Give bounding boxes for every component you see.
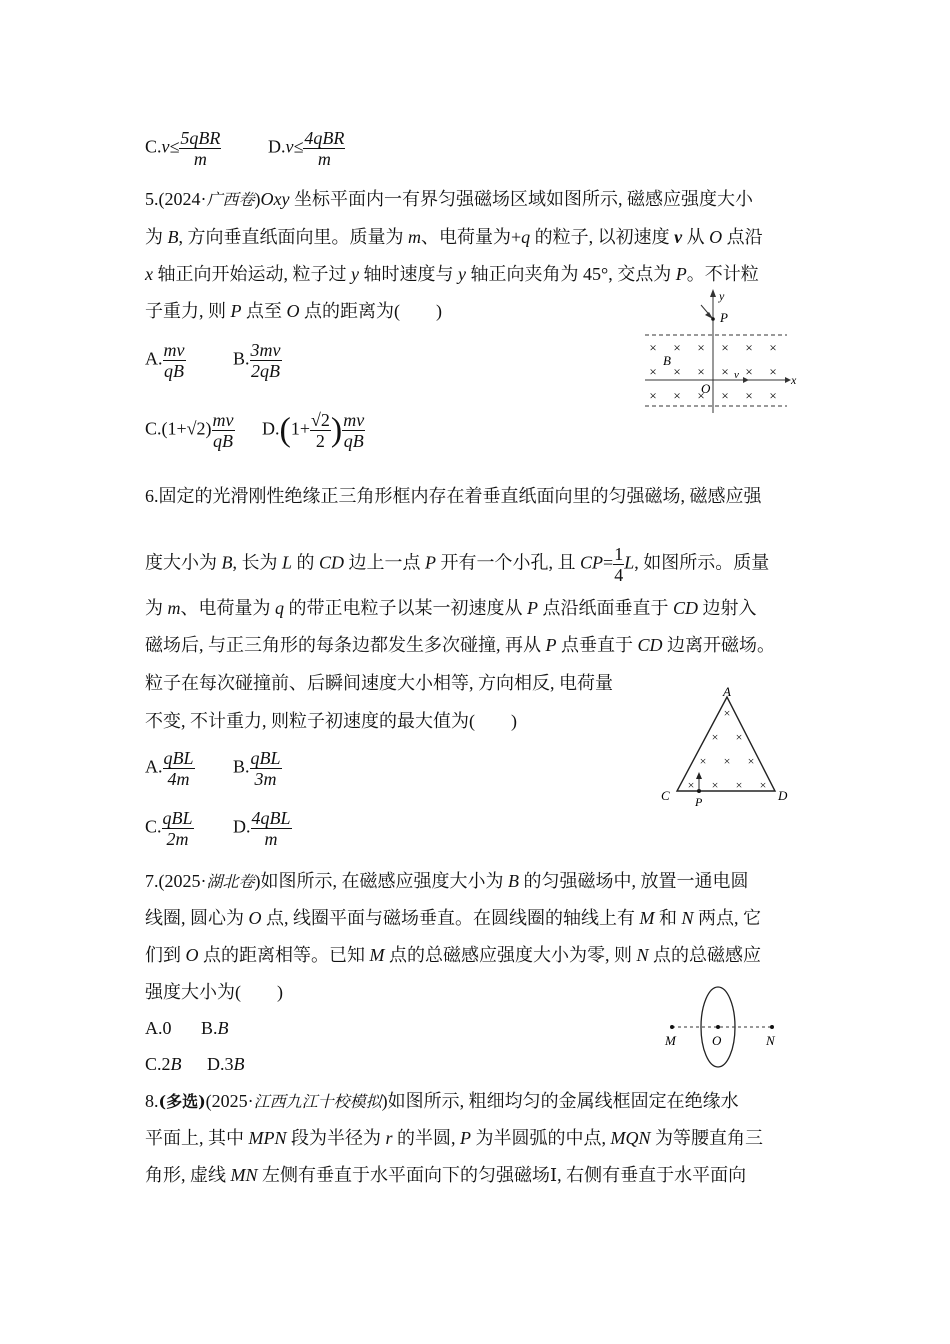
field-cross-mark: × — [673, 388, 681, 403]
option-label: C.2 — [145, 1054, 171, 1074]
text: 度大小为 — [145, 552, 222, 573]
text: 角形, 虚线 — [145, 1165, 231, 1185]
math-var: CD — [673, 598, 699, 618]
field-cross-mark: × — [721, 388, 729, 403]
text: 为 — [145, 227, 168, 247]
text: 粒子在每次碰撞前、后瞬间速度大小相等, 方向相反, 电荷量 — [145, 673, 613, 693]
q6-line-6 — [145, 709, 517, 733]
math-var: y — [351, 264, 359, 284]
math-var: M — [639, 908, 655, 928]
q5-line-3 — [145, 262, 759, 286]
math-var: m — [408, 227, 421, 247]
field-cross-mark: × — [711, 730, 719, 744]
math-var: B — [233, 1054, 245, 1074]
q4-option-d-label: D. — [268, 136, 286, 157]
q4-option-d — [268, 128, 345, 169]
math-var: B — [508, 871, 520, 891]
q8-line-3 — [145, 1163, 746, 1187]
fraction-numerator: 3mv — [250, 340, 281, 360]
text: ) — [205, 418, 212, 439]
q6-option-c — [145, 808, 194, 849]
text: 点, 线圈平面与磁场垂直。在圆线圈的轴线上有 — [261, 908, 640, 928]
text: 点沿 — [722, 227, 763, 247]
fraction-numerator: √2 — [310, 410, 330, 430]
fraction-numerator: qBL — [250, 748, 281, 768]
fraction-denominator: 4 — [614, 565, 624, 585]
math-var: v — [674, 227, 683, 247]
fraction-denominator: 2qB — [251, 361, 281, 381]
math-var: P — [460, 1128, 472, 1148]
text: 为 — [145, 598, 168, 618]
field-cross-mark: × — [735, 778, 743, 792]
math-var: B — [221, 552, 233, 573]
text: 磁场后, 与正三角形的每条边都发生多次碰撞, 再从 — [145, 635, 546, 655]
text: , 如图所示。质量 — [634, 552, 770, 573]
text: 6.固定的光滑刚性绝缘正三角形框内存在着垂直纸面向里的匀强磁场, 磁感应强 — [145, 486, 762, 506]
point-n-dot — [770, 1025, 774, 1029]
text: 的粒子, 以初速度 — [530, 227, 675, 247]
label-a: A — [723, 685, 731, 699]
math-var: MN — [230, 1165, 258, 1185]
fraction-denominator: qB — [164, 361, 184, 381]
option-label: C.(1+ — [145, 418, 187, 439]
math-var: CD — [319, 552, 345, 573]
option-label: D. — [262, 418, 280, 439]
math-var: y — [458, 264, 466, 284]
text: 点垂直于 — [556, 635, 638, 655]
q7-option-b — [201, 1016, 229, 1040]
q4-option-d-fraction — [303, 128, 345, 169]
q6-line-3 — [145, 596, 757, 620]
fraction-denominator: m — [264, 829, 278, 849]
label-v: v — [734, 369, 739, 381]
field-cross-mark: × — [735, 730, 743, 744]
text: 不变, 不计重力, 则粒子初速度的最大值为( ) — [145, 711, 517, 731]
text: 两点, 它 — [693, 908, 762, 928]
math-var: m — [167, 598, 181, 618]
point-m-dot — [670, 1025, 674, 1029]
math-var: P — [527, 598, 538, 618]
fraction — [613, 544, 624, 585]
point-p-dot — [711, 317, 715, 321]
q5-line-2 — [145, 225, 763, 249]
field-cross-mark: × — [723, 706, 731, 720]
text: 轴时速度与 — [359, 264, 458, 284]
option-label: B. — [201, 1018, 218, 1038]
inner-fraction — [310, 410, 331, 451]
text: 坐标平面内一有界匀强磁场区域如图所示, 磁感应强度大小 — [289, 189, 753, 209]
text: 的 — [292, 552, 320, 573]
text: 、电荷量为+ — [421, 227, 522, 247]
text: 边射入 — [698, 598, 757, 618]
math-var: r — [385, 1128, 393, 1148]
text: 点的总磁感应强度大小为零, 则 — [384, 945, 637, 965]
fraction-denominator: 2 — [315, 431, 325, 451]
fraction-denominator: m — [317, 149, 331, 169]
field-cross-mark: × — [687, 778, 695, 792]
q5-line-4 — [145, 299, 442, 323]
field-cross-mark: × — [745, 364, 753, 379]
text: 为半圆弧的中点, — [471, 1128, 611, 1148]
y-axis-arrow-icon — [710, 289, 716, 297]
option-fraction — [162, 808, 194, 849]
q5-option-c — [145, 410, 235, 451]
text: 线圈, 圆心为 — [145, 908, 249, 928]
q6-option-d — [233, 808, 292, 849]
math-var: L — [282, 552, 293, 573]
math-var: B — [167, 227, 179, 247]
math-var: B — [217, 1018, 229, 1038]
q5-option-a — [145, 340, 186, 381]
source-label: 湖北卷 — [206, 872, 255, 891]
field-cross-mark: × — [697, 340, 705, 355]
text: 、电荷量为 — [180, 598, 275, 618]
math-var: B — [170, 1054, 182, 1074]
text: 的带正电粒子以某一初速度从 — [284, 598, 527, 618]
option-label: A. — [145, 756, 163, 777]
q5-magnetic-field-figure — [635, 285, 805, 415]
q7-line-2 — [145, 906, 761, 930]
math-var: CP — [580, 552, 604, 573]
text: = — [603, 552, 614, 573]
math-var: O — [248, 908, 262, 928]
option-fraction — [212, 410, 235, 451]
text: 5.(2024· — [145, 189, 207, 209]
field-cross-mark: × — [649, 388, 657, 403]
field-cross-mark: × — [745, 340, 753, 355]
q7-coil-figure — [660, 985, 790, 1075]
q5-line-1 — [145, 187, 753, 212]
field-cross-mark: × — [721, 364, 729, 379]
field-cross-mark: × — [769, 364, 777, 379]
fraction-numerator: 5qBR — [180, 128, 221, 148]
text: 轴正向开始运动, 粒子过 — [153, 264, 351, 284]
label-n: N — [766, 1033, 775, 1048]
math-var: O — [185, 945, 199, 965]
fraction-numerator: mv — [343, 410, 365, 430]
text: 边离开磁场。 — [662, 635, 776, 655]
label-m: M — [665, 1033, 676, 1048]
q7-option-d — [207, 1052, 245, 1076]
text: 子重力, 则 — [145, 301, 231, 321]
radical: √2 — [186, 418, 206, 439]
text: (2025· — [205, 1091, 254, 1111]
label-y: y — [719, 289, 725, 303]
text: 左侧有垂直于水平面向下的匀强磁场Ⅰ, 右侧有垂直于水平面向 — [257, 1165, 747, 1185]
text: 8. — [145, 1091, 159, 1111]
fraction-numerator: qBL — [163, 748, 194, 768]
field-cross-mark: × — [759, 778, 767, 792]
q5-option-d — [262, 410, 365, 451]
option-label: C. — [145, 816, 162, 837]
field-cross-mark: × — [723, 754, 731, 768]
q7-option-c — [145, 1052, 182, 1076]
option-label: A.0 — [145, 1018, 172, 1038]
q7-line-4 — [145, 980, 283, 1004]
math-var: O — [709, 227, 723, 247]
point-o-dot — [716, 1025, 720, 1029]
math-var: P — [675, 264, 687, 284]
text: 边上一点 — [344, 552, 426, 573]
fraction-denominator: 4m — [167, 769, 190, 789]
label-b: B — [663, 353, 671, 368]
math-var: MPN — [248, 1128, 287, 1148]
option-label: B. — [233, 756, 250, 777]
q4-option-c-label: C. — [145, 136, 162, 157]
fraction-denominator: qB — [213, 431, 234, 451]
text: )如图所示, 粗细均匀的金属线框固定在绝缘水 — [381, 1091, 739, 1111]
fraction-numerator: mv — [163, 340, 185, 360]
field-cross-mark: × — [747, 754, 755, 768]
math-var: O — [286, 301, 300, 321]
q7-option-a — [145, 1016, 172, 1040]
fraction-denominator: m — [193, 149, 207, 169]
field-cross-mark: × — [769, 340, 777, 355]
fraction-numerator: mv — [212, 410, 234, 430]
right-paren: ) — [330, 411, 343, 449]
label-o: O — [701, 381, 711, 396]
multi-select-tag: (多选) — [158, 1092, 206, 1111]
q4-option-c-fraction — [179, 128, 221, 169]
text: 1+ — [290, 418, 310, 439]
text: 点的距离为( ) — [299, 301, 442, 321]
field-cross-mark: × — [721, 340, 729, 355]
field-cross-mark: × — [697, 388, 705, 403]
math-var: q — [521, 227, 531, 247]
field-cross-mark: × — [769, 388, 777, 403]
fraction-denominator: 3m — [254, 769, 277, 789]
label-d: D — [778, 788, 788, 803]
q6-option-a — [145, 748, 195, 789]
field-cross-mark: × — [699, 754, 707, 768]
label-c: C — [661, 788, 670, 803]
text: 为等腰直角三 — [650, 1128, 764, 1148]
math-var: N — [636, 945, 649, 965]
field-cross-mark: × — [649, 340, 657, 355]
text: 和 — [654, 908, 682, 928]
q6-line-5 — [145, 671, 613, 695]
text: 强度大小为( ) — [145, 982, 283, 1002]
math-var: M — [369, 945, 385, 965]
math-var: N — [681, 908, 694, 928]
text: 点至 — [241, 301, 287, 321]
q7-line-3 — [145, 943, 761, 967]
fraction-numerator: 1 — [614, 544, 624, 564]
text: 平面上, 其中 — [145, 1128, 249, 1148]
label-p: P — [720, 310, 728, 325]
q8-line-2 — [145, 1126, 763, 1150]
q6-option-b — [233, 748, 282, 789]
field-cross-mark: × — [697, 364, 705, 379]
source-label: 广西卷 — [206, 190, 255, 209]
option-fraction — [250, 748, 282, 789]
q8-line-1 — [145, 1089, 739, 1114]
option-label: D. — [233, 816, 251, 837]
q6-line-2 — [145, 544, 769, 585]
q6-line-1 — [145, 484, 762, 508]
math-var: x — [145, 264, 153, 284]
text: 轴正向夹角为 45°, 交点为 — [466, 264, 676, 284]
text: 开有一个小孔, 且 — [436, 552, 581, 573]
text: )如图所示, 在磁感应强度大小为 — [254, 871, 509, 891]
option-label: A. — [145, 348, 163, 369]
option-fraction — [163, 748, 195, 789]
math-var: q — [275, 598, 284, 618]
field-cross-mark: × — [673, 340, 681, 355]
q4-option-d-relation: v≤ — [285, 136, 304, 157]
text: 的半圆, — [392, 1128, 461, 1148]
q6-line-4 — [145, 633, 775, 657]
option-fraction — [250, 340, 282, 381]
text: 7.(2025· — [145, 871, 207, 891]
math-var: CD — [637, 635, 663, 655]
field-cross-mark: × — [649, 364, 657, 379]
text: , 长为 — [232, 552, 282, 573]
field-cross-mark: × — [745, 388, 753, 403]
text: 点的总磁感应 — [648, 945, 762, 965]
fraction-numerator: 4qBL — [251, 808, 291, 828]
math-var: L — [624, 552, 635, 573]
q7-line-1 — [145, 869, 749, 894]
field-cross-mark: × — [711, 778, 719, 792]
option-label: D.3 — [207, 1054, 234, 1074]
label-x: x — [791, 373, 797, 387]
q5-option-b — [233, 340, 282, 381]
q4-option-c-relation: v≤ — [161, 136, 180, 157]
option-fraction — [251, 808, 292, 849]
source-label: 江西九江十校模拟 — [253, 1092, 382, 1111]
fraction-numerator: qBL — [162, 808, 193, 828]
text: 们到 — [145, 945, 186, 965]
fraction-numerator: 4qBR — [304, 128, 345, 148]
math-var: MQN — [610, 1128, 651, 1148]
left-paren: ( — [279, 411, 291, 449]
option-fraction — [163, 340, 186, 381]
option-label: B. — [233, 348, 250, 369]
text: 点沿纸面垂直于 — [538, 598, 673, 618]
text: ) — [254, 189, 261, 209]
field-cross-mark: × — [673, 364, 681, 379]
text: 点的距离相等。已知 — [198, 945, 370, 965]
math-var: Oxy — [260, 189, 290, 209]
label-p: P — [695, 795, 703, 809]
text: , 方向垂直纸面向里。质量为 — [178, 227, 408, 247]
math-var: P — [545, 635, 557, 655]
fraction-denominator: 2m — [166, 829, 189, 849]
math-var: P — [425, 552, 437, 573]
text: 的匀强磁场中, 放置一通电圆 — [519, 871, 749, 891]
q6-triangle-figure — [655, 685, 795, 810]
text: 段为半径为 — [286, 1128, 386, 1148]
math-var: P — [230, 301, 242, 321]
text: 。不计粒 — [686, 264, 759, 284]
label-o: O — [712, 1033, 722, 1048]
option-fraction — [342, 410, 365, 451]
entry-velocity-arrow-icon — [696, 772, 702, 779]
q4-option-c — [145, 128, 221, 169]
text: 从 — [682, 227, 710, 247]
fraction-denominator: qB — [343, 431, 364, 451]
